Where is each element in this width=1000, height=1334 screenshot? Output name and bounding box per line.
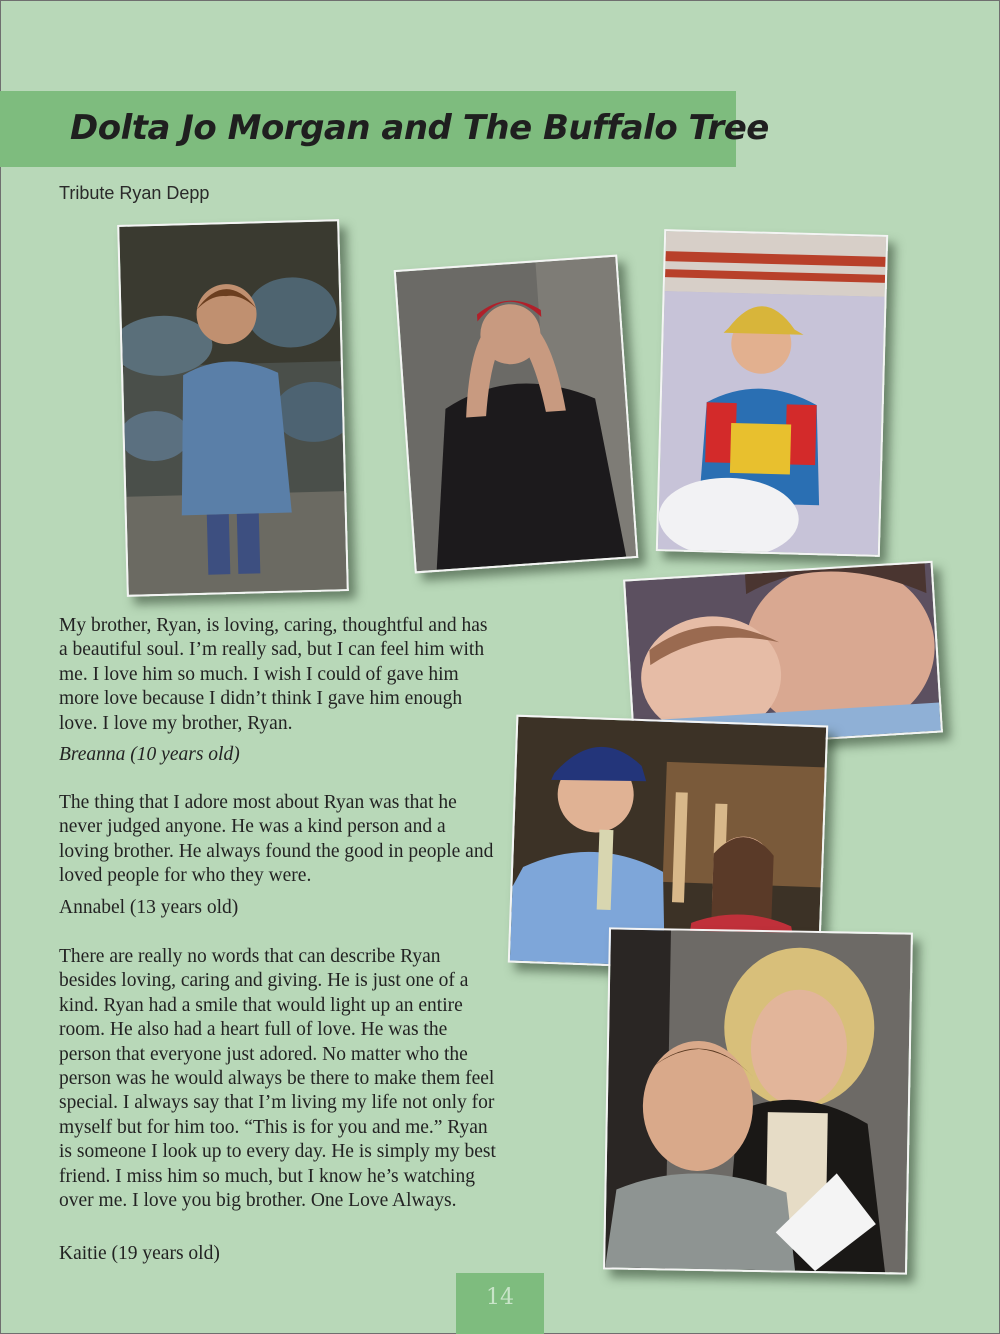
photo-child-teacup-ride [656, 229, 888, 557]
page-subtitle: Tribute Ryan Depp [59, 183, 210, 203]
tribute-author-annabel: Annabel (13 years old) [59, 897, 239, 918]
photo-toddler-denim-jacket [117, 219, 349, 597]
tribute-text-kaitie: There are really no words that can describe Ryan besides loving, caring and giving. He is just one of a kind. Ryan had a smile that would light up an entire room. He also had a heart full of love. He was the person that everyone just adored. No matter who the person was he would always be there to make them feel special. I always say that I’m living my life not only for myself but for him too. “This is for you and me.” Ryan is someone I look up to every day. He is simply my best friend. I miss him so much, but I know he’s watching over me. I love you big brother. One Love Always. [59, 946, 496, 1212]
tribute-text-breanna: My brother, Ryan, is loving, caring, thoughtful and has a beautiful soul. I’m really sad, but I can feel him with me. I love him so much. I wish I could of gave him more love because I didn’t think I gave him enough love. I love my brother, Ryan. [59, 615, 488, 734]
tribute-text-annabel: The thing that I adore most about Ryan was that he never judged anyone. He was a kind person and a loving brother. He always found the good in people and loved people for who they were. [59, 792, 494, 887]
page-title: Dolta Jo Morgan and The Buffalo Tree [70, 108, 769, 148]
photo-teen-heart-hands [394, 255, 639, 574]
tribute-author-breanna: Breanna (10 years old) [59, 744, 240, 765]
tribute-author-kaitie: Kaitie (19 years old) [59, 1243, 220, 1264]
photo-teen-with-mother [603, 927, 913, 1274]
page-number: 14 [486, 1285, 514, 1310]
